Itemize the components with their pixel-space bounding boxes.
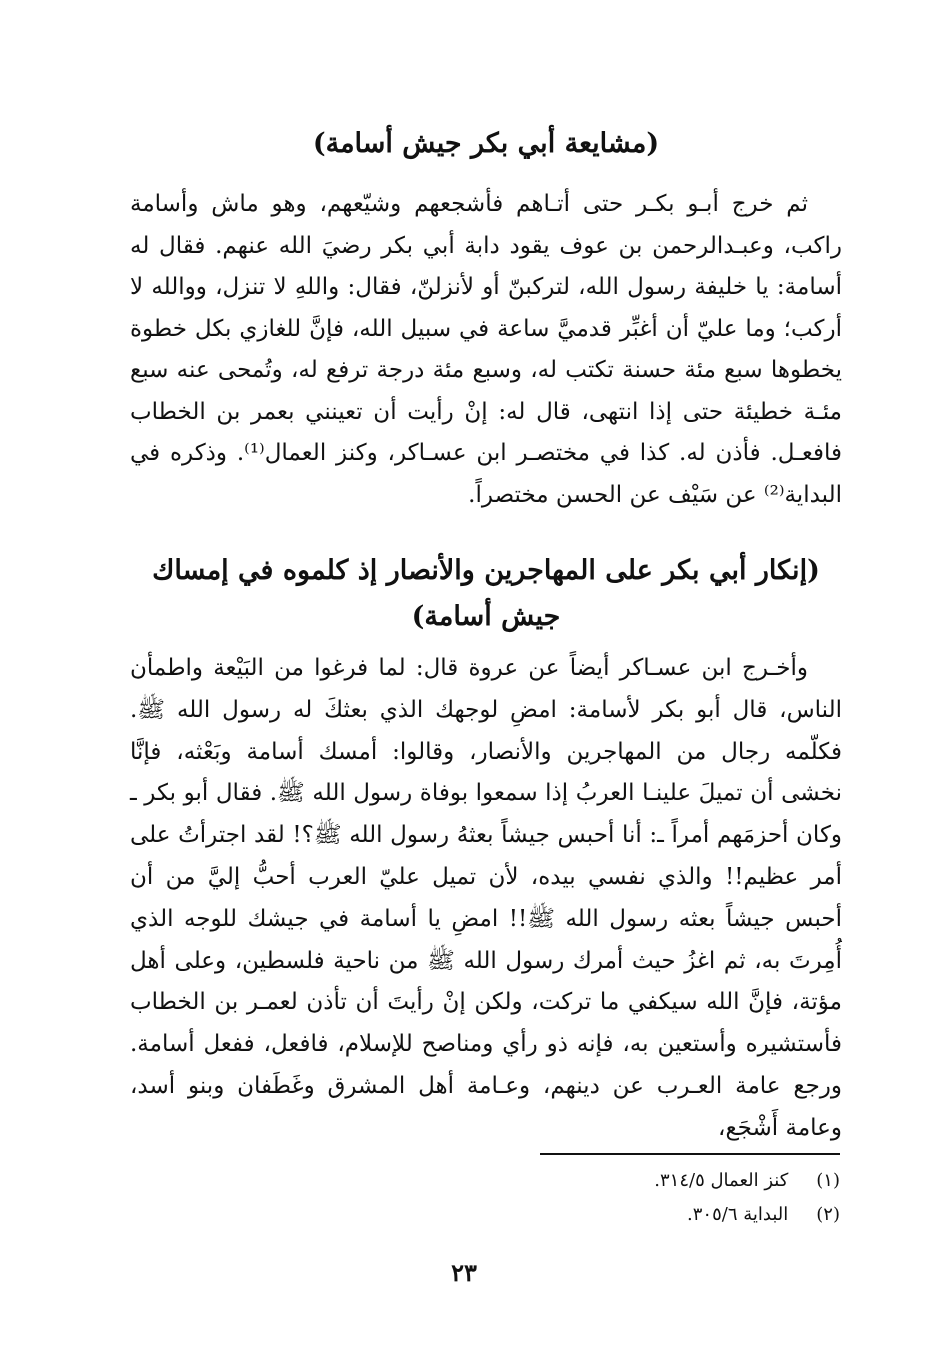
paragraph-2: وأخـرج ابن عسـاكر أيضاً عن عروة قال: لما فرغوا من البَيْعة واطمأن الناس، قال أبو بكر لأسامة: امضِ لوجهك الذي بعثكَ له رسول الله ﷺ. فكلّمه رجال من المهاجرين والأنصار، وقالوا: أمسك أسامة وبَعْثه، فإنَّا نخشى أن تميلَ علينـا العربُ إذا سمعوا بوفاة رسول الله ﷺ. فقال أبو بكر ـ وكان أحزمَهم أمراً ـ: أنا أحبس جيشاً بعثهُ رسول الله ﷺ؟! لقد اجترأتُ على أمر عظيم!! والذي نفسي بيده، لأن تميل عليّ العرب أحبُّ إليَّ من أن أحبس جيشاً بعثه رسول الله ﷺ!! امضِ يا أسامة في جيشك للوجه الذي أُمِرتَ به، ثم اغزُ حيث أمرك رسول الله ﷺ من ناحية فلسطين، وعلى أهل مؤتة، فإنَّ الله سيكفي ما تركت، ولكن إنْ رأيتَ أن تأذن لعمـر بن الخطاب فأستشيره وأستعين به، فإنه ذو رأي ومناصح للإسلام، فافعل، ففعل أسامة. ورجع عامة العـرب عن دينهم، وعـامة أهل المشرق وغَطَفان وبنو أسد، وعامة أَشْجَع، (130, 655, 842, 1141)
footnote-number: (١) (816, 1170, 840, 1191)
paragraph-1: ثم خرج أبـو بكـر حتى أتـاهم فأشجعهم وشيّعهم، وهو ماش وأسامة راكب، وعبـدالرحمن بن عوف يقود دابة أبي بكر رضيَ الله عنهم. فقال له أسامة: يا خليفة رسول الله، لتركبنّ أو لأنزلنّ، فقال: واللهِ لا تنزل، ووالله لا أركب؛ وما عليّ أن أغبِّر قدميَّ ساعة في سبيل الله، فإنَّ للغازي بكل خطوة يخطوها سبع مئة حسنة تكتب له، وسبع مئة درجة ترفع له، وتُمحى عنه سبع مئـة خطيئة حتى إذا انتهى، قال له: إنْ رأيت أن تعينني بعمر بن الخطاب فافعـل. فأذن له. كذا في مختصـر ابن عسـاكر، وكنز العمال⁽¹⁾. وذكره في البداية⁽²⁾ عن سَيْف عن الحسن مختصراً. (130, 191, 842, 508)
footnotes (130, 1164, 840, 1232)
footnote-1 (130, 1164, 840, 1198)
footnote-divider (540, 1153, 840, 1155)
footnote-text: كنز العمال ٣١٤/٥. (654, 1170, 789, 1191)
footnote-number: (٢) (816, 1204, 840, 1225)
page-number: ٢٣ (451, 1258, 477, 1287)
section-heading-2: (إنكار أبي بكر على المهاجرين والأنصار إذ كلموه في إمساك جيش أسامة) (152, 555, 820, 632)
footnote-2 (130, 1198, 840, 1232)
section-heading-1: (مشايعة أبي بكر جيش أسامة) (312, 128, 660, 159)
footnote-text: البداية ٣٠٥/٦. (687, 1204, 789, 1225)
